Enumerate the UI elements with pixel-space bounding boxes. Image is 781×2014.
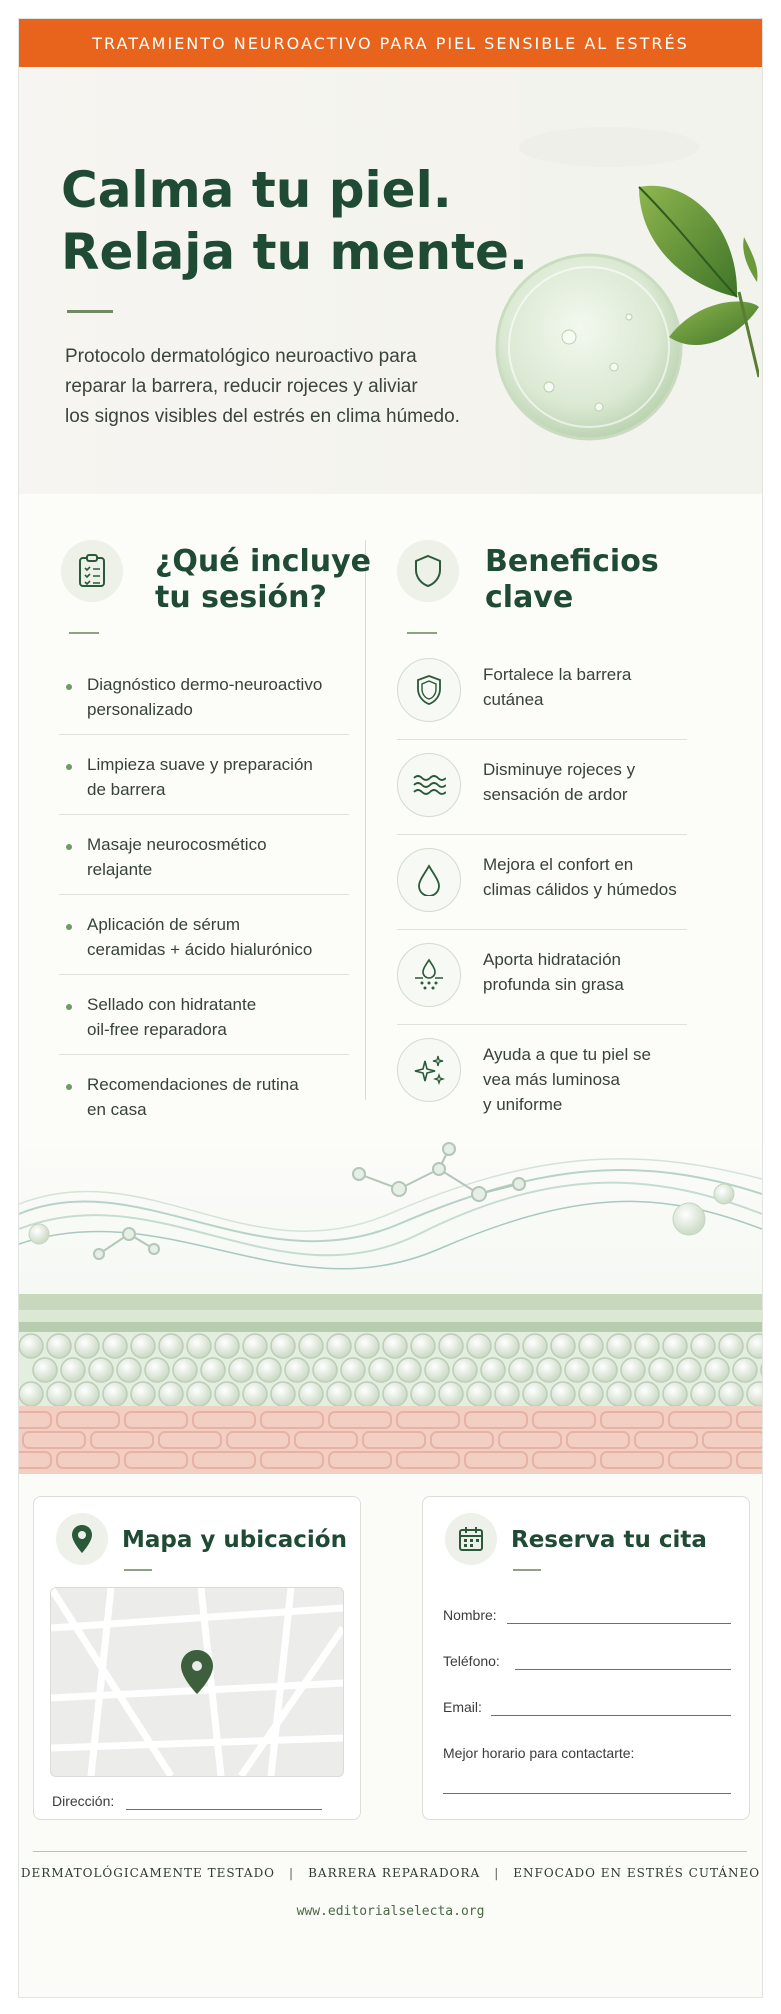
list-item-text xyxy=(87,672,337,722)
phone-label: Teléfono: xyxy=(443,1653,500,1669)
list-item-line1: Sellado con hidratante xyxy=(87,995,257,1014)
footer-badges xyxy=(19,1866,762,1880)
bullet-dot xyxy=(66,1004,72,1010)
benefit-text xyxy=(483,757,683,807)
list-item-line2: relajante xyxy=(87,860,153,879)
name-label: Nombre: xyxy=(443,1607,497,1623)
booking-card xyxy=(422,1496,750,1820)
bullet-dot xyxy=(66,844,72,850)
bottom-section xyxy=(19,1474,762,1997)
benefit-line2: cutánea xyxy=(483,690,544,709)
bullet-dot xyxy=(66,1084,72,1090)
benefit-line1: Fortalece la barrera xyxy=(483,665,632,684)
list-item-line1: Limpieza suave y preparación xyxy=(87,755,313,774)
map-card-divider xyxy=(124,1569,152,1571)
serum-drop-leaf-illustration xyxy=(489,117,759,447)
shield-icon xyxy=(397,658,461,722)
bullet-dot xyxy=(66,684,72,690)
location-pin-icon xyxy=(56,1513,108,1565)
hero-description xyxy=(65,342,465,432)
list-item-text xyxy=(87,912,337,962)
list-item-line1: Diagnóstico dermo-neuroactivo xyxy=(87,675,323,694)
email-field[interactable] xyxy=(491,1715,731,1716)
list-item xyxy=(59,894,349,975)
benefit-item xyxy=(397,929,687,1025)
content-section xyxy=(19,494,762,1134)
benefit-line3: y uniforme xyxy=(483,1095,563,1114)
list-item xyxy=(59,654,349,735)
benefit-text xyxy=(483,947,683,997)
droplet-icon xyxy=(397,848,461,912)
list-item-line2: de barrera xyxy=(87,780,166,799)
benefit-item xyxy=(397,1024,687,1119)
list-item-line2: oil-free reparadora xyxy=(87,1020,227,1039)
benefit-text xyxy=(483,662,683,712)
benefit-line1: Mejora el confort en xyxy=(483,855,634,874)
hero-divider xyxy=(67,310,113,313)
list-item-line2: ceramidas + ácido hialurónico xyxy=(87,940,313,959)
benefit-line1: Aporta hidratación xyxy=(483,950,621,969)
sparkles-icon xyxy=(397,1038,461,1102)
droplet-dots-icon xyxy=(397,943,461,1007)
benefit-line2: climas cálidos y húmedos xyxy=(483,880,677,899)
banner-text: TRATAMIENTO NEUROACTIVO PARA PIEL SENSIBLE AL ESTRÉS xyxy=(92,33,689,53)
hero-section xyxy=(19,67,762,494)
benefit-line1: Disminuye rojeces y xyxy=(483,760,636,779)
bullet-dot xyxy=(66,764,72,770)
benefit-line1: Ayuda a que tu piel se xyxy=(483,1045,651,1064)
hero-description-line3: los signos visibles del estrés en clima húmedo. xyxy=(65,406,460,427)
skin-layers-illustration xyxy=(19,1134,762,1474)
schedule-field[interactable] xyxy=(443,1793,731,1794)
shield-icon xyxy=(397,540,459,602)
list-item-line2: personalizado xyxy=(87,700,193,719)
benefits-divider xyxy=(407,632,437,634)
badge-tested: DERMATOLÓGICAMENTE TESTADO xyxy=(20,1866,276,1880)
benefit-item xyxy=(397,834,687,930)
benefit-text xyxy=(483,852,683,902)
benefit-line2: profunda sin grasa xyxy=(483,975,624,994)
list-item xyxy=(59,814,349,895)
list-item-line1: Aplicación de sérum xyxy=(87,915,241,934)
includes-title-line2: tu sesión? xyxy=(155,580,327,615)
list-item-line1: Masaje neurocosmético xyxy=(87,835,267,854)
booking-card-divider xyxy=(513,1569,541,1571)
list-item xyxy=(59,1054,349,1134)
email-label: Email: xyxy=(443,1699,482,1715)
hero-description-line1: Protocolo dermatológico neuroactivo para xyxy=(65,346,417,367)
map-card xyxy=(33,1496,361,1820)
clipboard-checklist-icon xyxy=(61,540,123,602)
benefit-line2: vea más luminosa xyxy=(483,1070,621,1089)
list-item-line1: Recomendaciones de rutina xyxy=(87,1075,299,1094)
badge-stress: ENFOCADO EN ESTRÉS CUTÁNEO xyxy=(513,1866,761,1880)
includes-divider xyxy=(69,632,99,634)
benefit-item xyxy=(397,739,687,835)
benefits-title-line2: clave xyxy=(485,580,574,615)
includes-title xyxy=(155,544,371,616)
list-item xyxy=(59,974,349,1055)
schedule-label: Mejor horario para contactarte: xyxy=(443,1745,635,1761)
badge-barrier: BARRERA REPARADORA xyxy=(308,1866,481,1880)
map-streets xyxy=(51,1588,343,1776)
list-item-text xyxy=(87,1072,337,1122)
list-item-text xyxy=(87,992,337,1042)
column-divider xyxy=(365,540,366,1100)
footer-divider xyxy=(33,1851,747,1852)
badge-separator: | xyxy=(494,1866,500,1880)
benefits-title xyxy=(485,544,659,616)
waves-icon xyxy=(397,753,461,817)
bullet-dot xyxy=(66,924,72,930)
benefits-title-line1: Beneficios xyxy=(485,544,659,579)
hero-description-line2: reparar la barrera, reducir rojeces y aliviar xyxy=(65,376,418,397)
hero-title-line2: Relaja tu mente. xyxy=(61,223,528,281)
name-field[interactable] xyxy=(507,1623,731,1624)
list-item xyxy=(59,734,349,815)
address-field[interactable] xyxy=(126,1809,322,1810)
list-item-text xyxy=(87,752,337,802)
top-banner xyxy=(19,19,762,67)
hero-title-line1: Calma tu piel. xyxy=(61,161,452,219)
infographic-page xyxy=(18,18,763,1998)
benefit-item xyxy=(397,644,687,740)
hero-title xyxy=(61,159,528,283)
list-item-text xyxy=(87,832,337,882)
badge-separator: | xyxy=(289,1866,295,1880)
phone-field[interactable] xyxy=(515,1669,731,1670)
list-item-line2: en casa xyxy=(87,1100,147,1119)
calendar-icon xyxy=(445,1513,497,1565)
benefit-text xyxy=(483,1042,683,1117)
benefit-line2: sensación de ardor xyxy=(483,785,628,804)
includes-title-line1: ¿Qué incluye xyxy=(155,544,372,579)
map-view[interactable] xyxy=(50,1587,344,1777)
map-card-title: Mapa y ubicación xyxy=(122,1527,347,1553)
address-label: Dirección: xyxy=(52,1793,115,1809)
website-link[interactable]: www.editorialselecta.org xyxy=(296,1904,485,1919)
booking-card-title: Reserva tu cita xyxy=(511,1527,707,1553)
